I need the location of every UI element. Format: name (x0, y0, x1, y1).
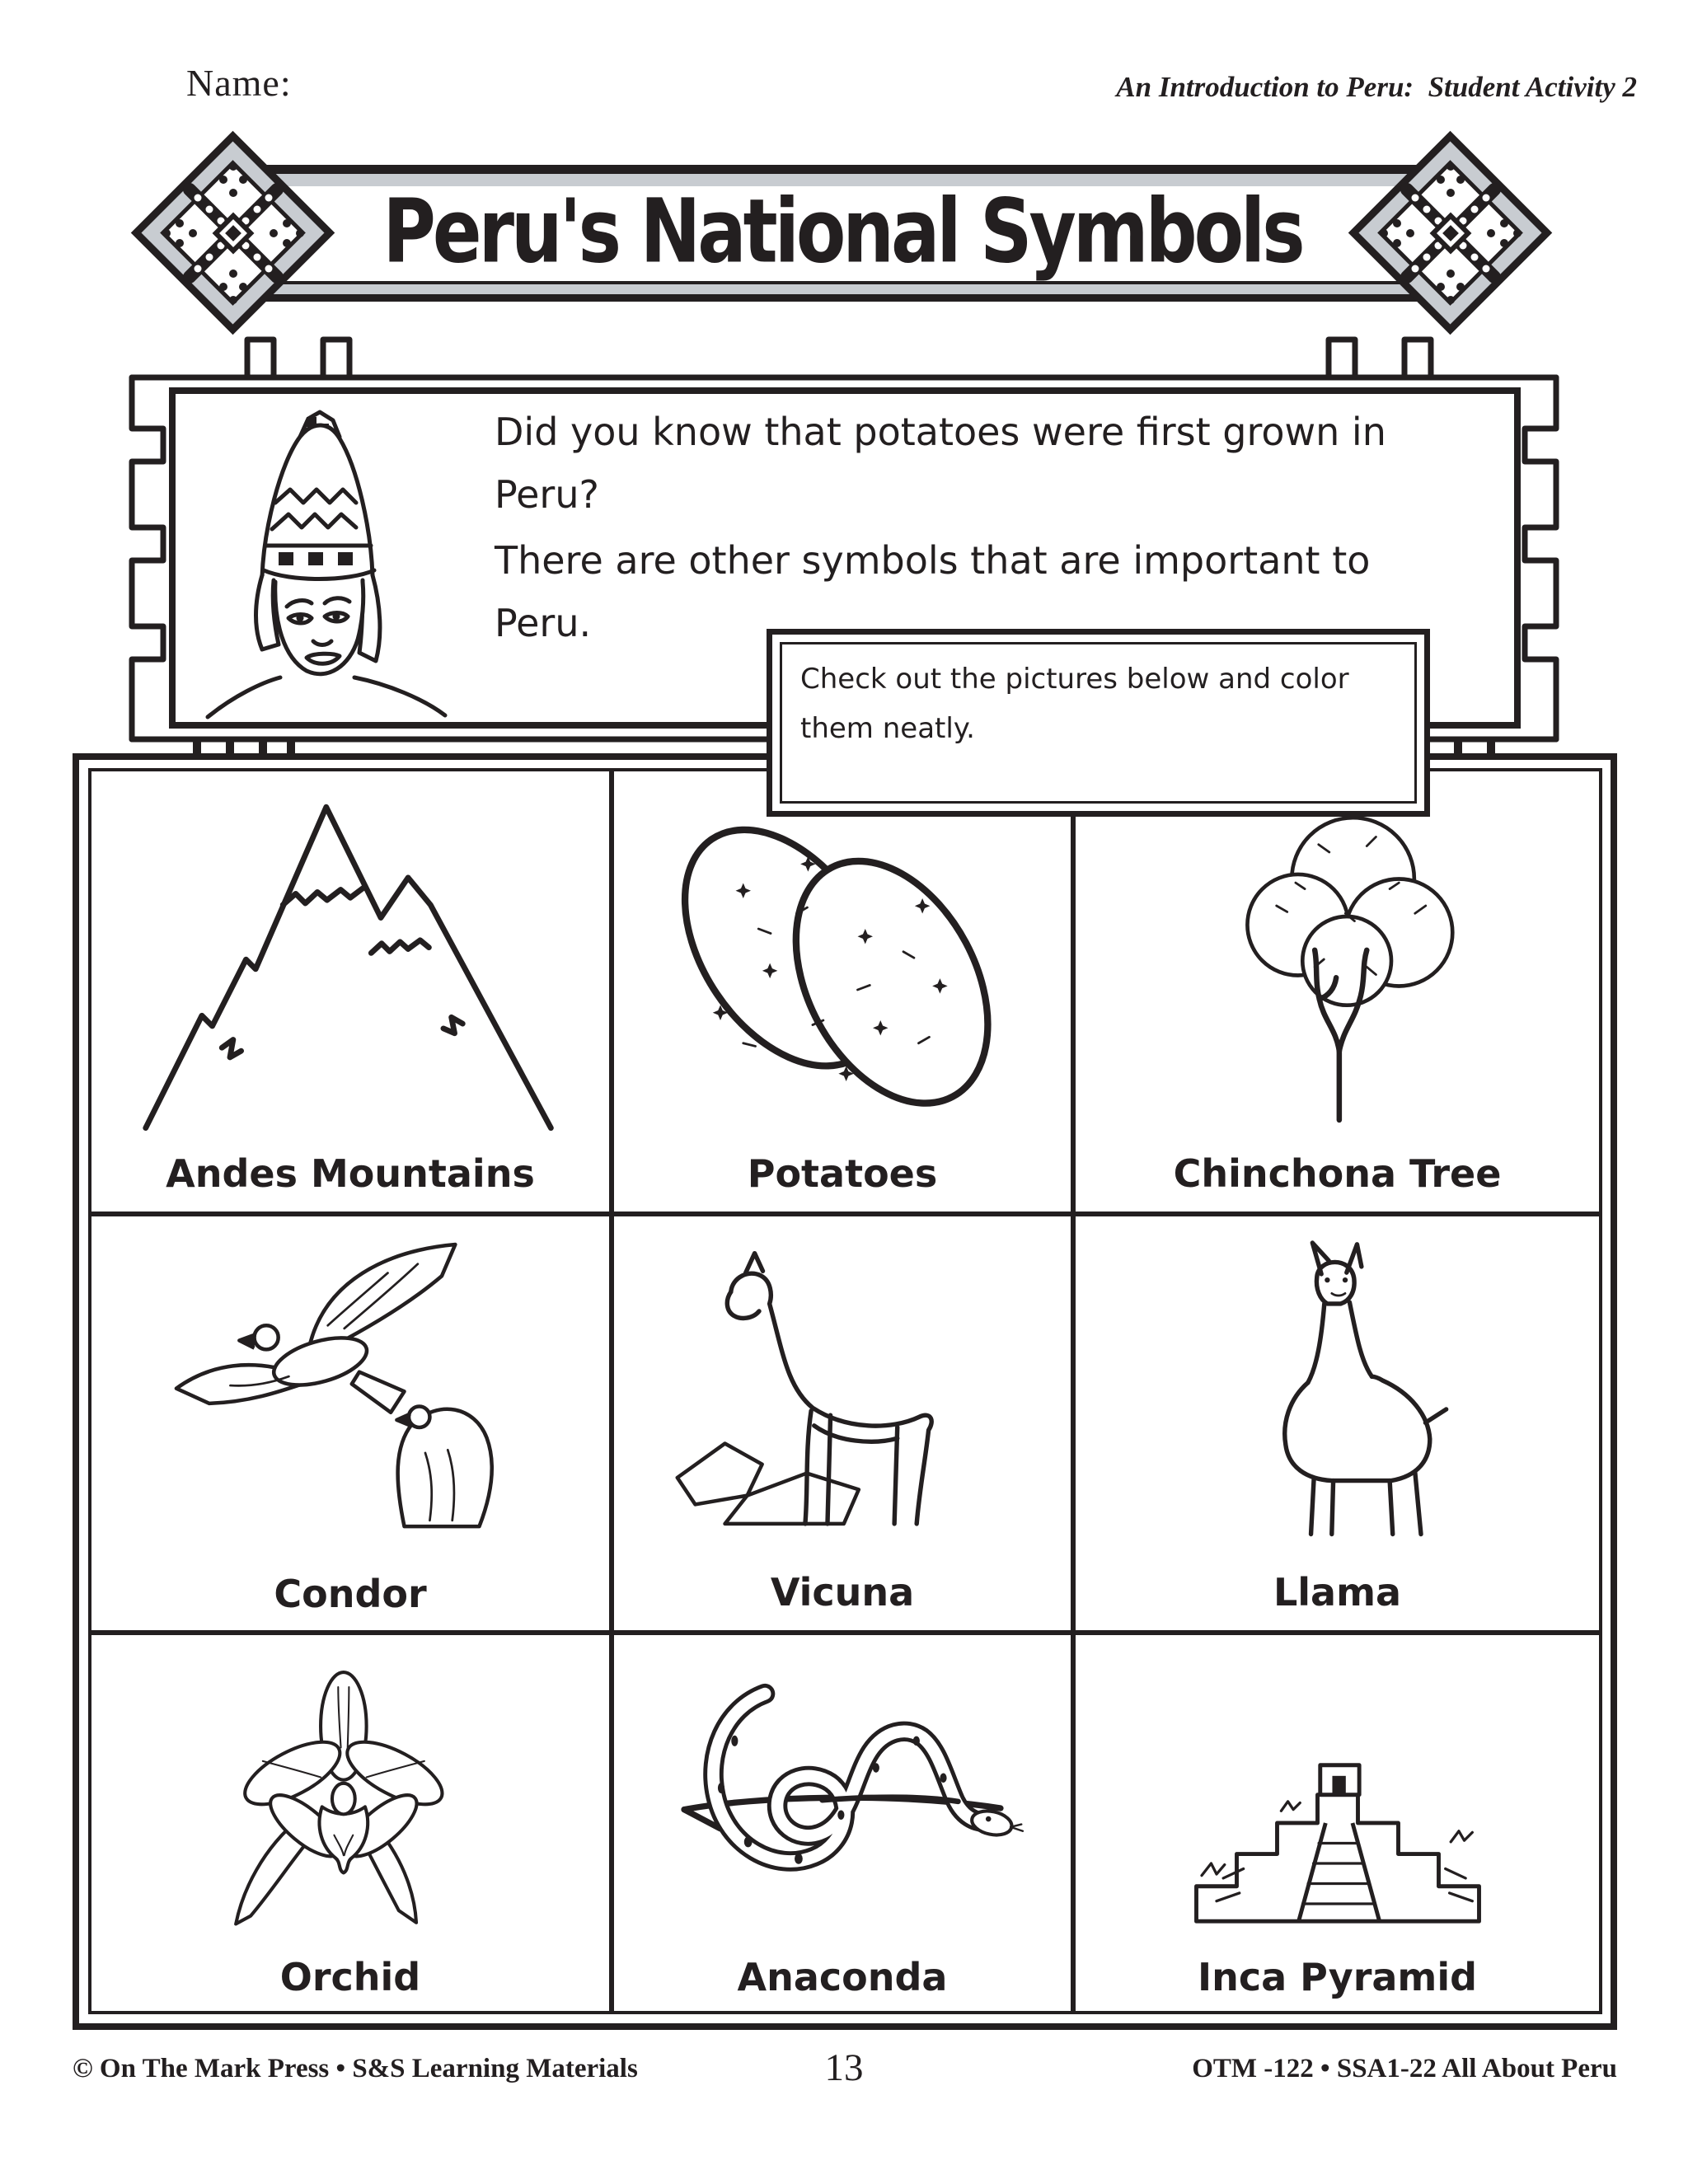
cell-label: Condor (274, 1572, 427, 1617)
callout-line-2: them neatly. (800, 712, 975, 745)
cell-label: Vicuna (770, 1570, 915, 1615)
andes-mountains-drawing (91, 771, 609, 1136)
cell-label: Orchid (279, 1954, 421, 1999)
potatoes-drawing (614, 771, 1071, 1136)
intro-paragraph-1-line-2: Peru? (495, 472, 599, 517)
anaconda-drawing (614, 1635, 1071, 1943)
grid-cell-chinchona-tree (1076, 771, 1599, 1216)
cell-label: Chinchona Tree (1173, 1151, 1502, 1196)
callout-line-1: Check out the pictures below and color (800, 663, 1349, 696)
grid-cell-orchid (91, 1635, 614, 2011)
callout-text (800, 654, 1349, 753)
intro-paragraph-2-line-2: Peru. (495, 601, 592, 645)
vicuna-drawing (614, 1216, 1071, 1555)
grid-cell-inca-pyramid (1076, 1635, 1599, 2011)
activity-reference: An Introduction to Peru: Student Activity 2 (1116, 71, 1637, 103)
intro-paragraph-2-line-1: There are other symbols that are important to (495, 538, 1371, 583)
inca-pyramid-drawing (1076, 1635, 1599, 1943)
cell-label: Inca Pyramid (1197, 1954, 1478, 1999)
llama-drawing (1076, 1216, 1599, 1555)
cell-label: Andes Mountains (166, 1151, 535, 1197)
child-in-chullo-hat-icon (183, 405, 460, 724)
footer-copyright: © On The Mark Press • S&S Learning Materials (73, 2054, 638, 2083)
symbols-grid (88, 768, 1602, 2014)
cell-label: Potatoes (747, 1151, 938, 1196)
condor-drawing (91, 1216, 609, 1558)
orchid-drawing (91, 1635, 609, 1943)
callout-box (767, 629, 1430, 817)
intro-paragraph-1 (495, 401, 1386, 526)
grid-cell-andes-mountains (91, 771, 614, 1216)
intro-paragraph-1-line-1: Did you know that potatoes were first grown in (495, 410, 1386, 454)
footer-catalog-code: OTM -122 • SSA1-22 All About Peru (1192, 2054, 1617, 2083)
cell-label: Anaconda (737, 1954, 948, 1999)
name-label: Name: (186, 62, 292, 104)
chinchona-tree-drawing (1076, 771, 1599, 1136)
footer-page-number: 13 (824, 2046, 864, 2089)
page-title: Peru's National Symbols (382, 179, 1302, 283)
cell-label: Llama (1273, 1570, 1402, 1615)
grid-cell-vicuna (614, 1216, 1076, 1635)
grid-cell-potatoes (614, 771, 1076, 1216)
grid-cell-condor (91, 1216, 614, 1635)
grid-cell-anaconda (614, 1635, 1076, 2011)
grid-cell-llama (1076, 1216, 1599, 1635)
